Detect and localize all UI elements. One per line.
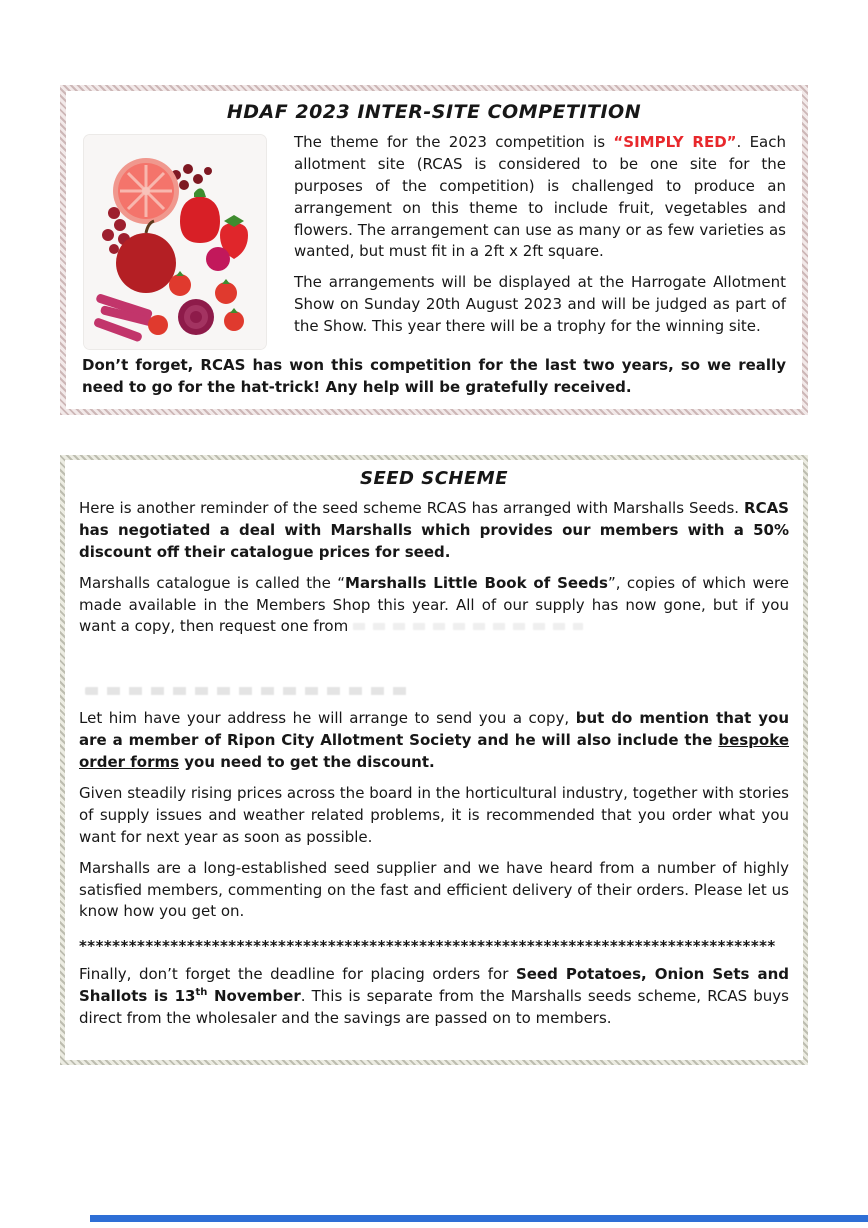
seed-scheme-box [60,455,808,1065]
seed-p1-pre: Here is another reminder of the seed scheme RCAS has arranged with Marshalls Seeds. [79,499,745,517]
seed-paragraph-2 [79,573,789,639]
competition-paragraph-3-bold: Don’t forget, RCAS has won this competition for the last two years, so we really need to go for the hat-trick! Any help will be gratefully received. [82,356,786,396]
erased-phone-smudge [85,687,415,695]
p1-text-post: . Each allotment site (RCAS is considered to be one site for the purposes of the competition) is challenged to produce an arrangement on this theme to include fruit, vegetables and flowers. The arrangement can use as many or as few varieties as wanted, but must fit in a 2ft x 2ft square. [294,133,787,261]
seed-p2-bold: Marshalls Little Book of Seeds [345,573,608,592]
seed-p3-bold1: but do mention that you are a member of Ripon City Allotment Society and he will also include the [79,709,789,750]
p1-text-pre: The theme for the 2023 competition is [294,133,614,151]
seed-paragraph-3 [79,708,789,774]
seed-p6-bold1: Seed Potatoes, Onion Sets and Shallots is 13 [79,965,789,1006]
seed-paragraph-6 [79,964,789,1030]
seed-paragraph-1 [79,498,789,564]
competition-title: HDAF 2023 INTER-SITE COMPETITION [226,101,642,123]
seed-p6-ordinal-sup: th [195,987,208,999]
seed-scheme-title: SEED SCHEME [359,468,508,489]
seed-p3-underlined: bespoke order forms [79,731,789,772]
red-produce-illustration [84,135,266,349]
red-produce-photo [84,135,266,349]
simply-red-highlight: “SIMPLY RED” [613,133,737,151]
seed-p6-post: . This is separate from the Marshalls seeds scheme, RCAS buys direct from the wholesaler and the savings are passed on to members. [79,987,789,1028]
erased-text-smudge-inline [353,623,583,630]
asterisk-divider: ************************************************************************************ [79,937,776,956]
seed-p1-bold: RCAS has negotiated a deal with Marshalls which provides our members with a 50% discount off their catalogue prices for seed. [79,499,789,561]
seed-p2-post: ”, copies of which were made available in the Members Shop this year. All of our supply has now gone, but if you want a copy, then request one from [79,573,790,636]
seed-p6-pre: Finally, don’t forget the deadline for placing orders for [79,965,516,984]
competition-paragraph-2: The arrangements will be displayed at the Harrogate Allotment Show on Sunday 20th August 2023 and will be judged as part of the Show. This year there will be a trophy for the winning site. [294,273,786,336]
erased-contact-area [79,647,789,699]
competition-box [60,85,808,415]
seed-paragraph-5: Marshalls are a long-established seed supplier and we have heard from a number of highly satisfied members, commenting on the fast and efficient delivery of their orders. Please let us know how you get on. [79,858,789,921]
seed-p2-pre: Marshalls catalogue is called the “ [79,573,346,592]
bottom-blue-bar [90,1215,868,1222]
seed-paragraph-4: Given steadily rising prices across the board in the horticultural industry, together with stories of supply issues and weather related problems, it is recommended that you order what you want for next year as soon as possible. [79,784,789,846]
seed-p6-bold2: November [207,987,301,1006]
seed-p3-bold2: you need to get the discount. [179,753,435,772]
seed-p3-pre: Let him have your address he will arrange to send you a copy, [79,709,576,728]
